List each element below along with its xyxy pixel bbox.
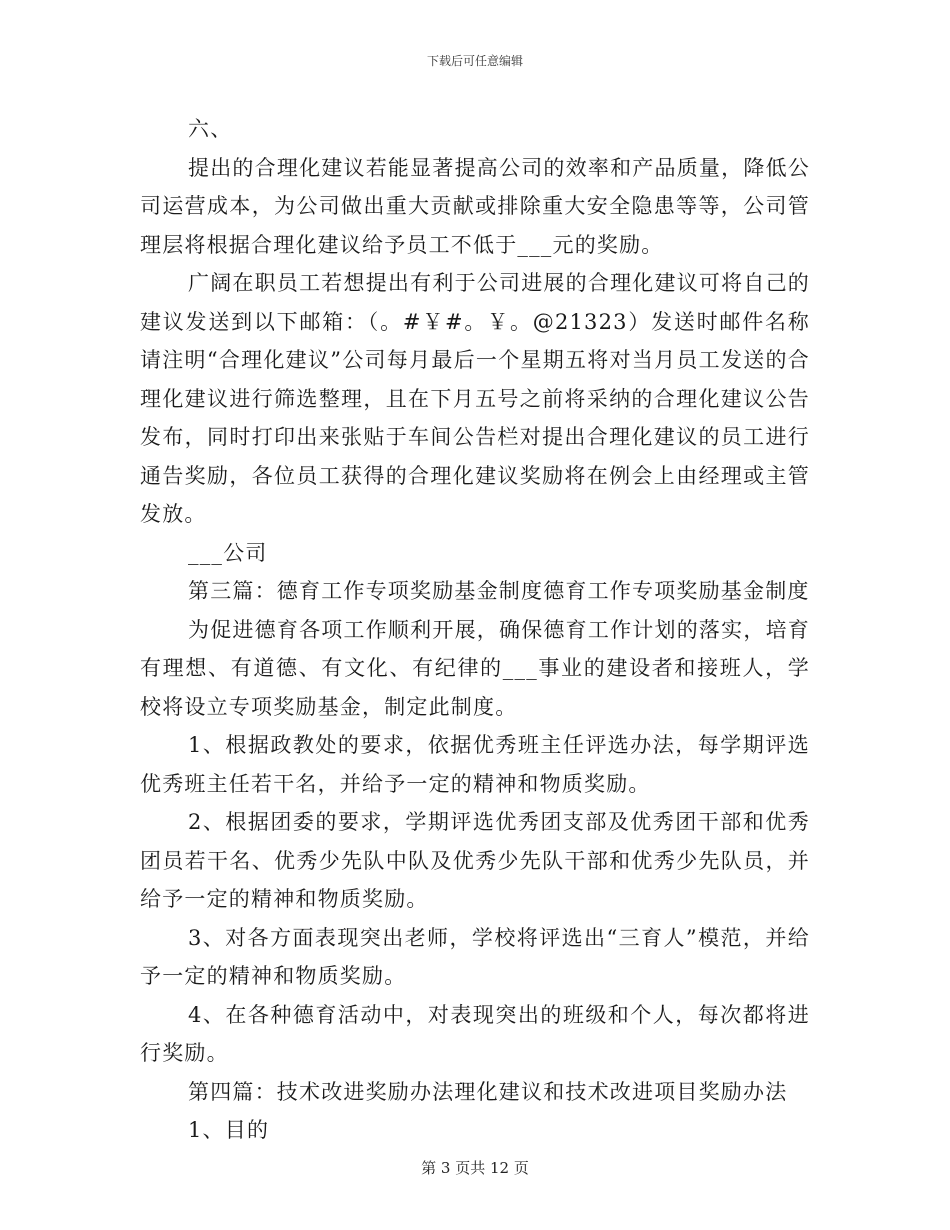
chapter-three-title: 第三篇：德育工作专项奖励基金制度德育工作专项奖励基金制度	[188, 579, 810, 603]
section-number: 六、	[188, 117, 233, 141]
list-item-4: 4、在各种德育活动中，对表现突出的班级和个人，每次都将进行奖励。	[140, 1002, 810, 1065]
document-body	[140, 110, 810, 1150]
list-item-1: 1、根据政教处的要求，依据优秀班主任评选办法，每学期评选优秀班主任若干名，并给予一定的精神和物质奖励。	[140, 733, 810, 796]
paragraph-moral-education-intro: 为促进德育各项工作顺利开展，确保德育工作计划的落实，培育有理想、有道德、有文化、有纪律的___事业的建设者和接班人，学校将设立专项奖励基金，制定此制度。	[140, 617, 810, 719]
chapter-four-title: 第四篇：技术改进奖励办法理化建议和技术改进项目奖励办法	[188, 1079, 788, 1104]
list-item-2: 2、根据团委的要求，学期评选优秀团支部及优秀团干部和优秀团员若干名、优秀少先队中队及优秀少先队干部和优秀少先队员，并给予一定的精神和物质奖励。	[140, 810, 810, 911]
paragraph-reward-rule: 提出的合理化建议若能显著提高公司的效率和产品质量，降低公司运营成本，为公司做出重大贡献或排除重大安全隐患等等，公司管理层将根据合理化建议给予员工不低于___元的奖励。	[140, 155, 810, 257]
section-purpose-heading: 1、目的	[188, 1118, 270, 1142]
page-footer: 第 3 页共 12 页	[421, 1159, 529, 1177]
paragraph-email-submission: 广阔在职员工若想提出有利于公司进展的合理化建议可将自己的建议发送到以下邮箱：（。#￥#。￥。@21323）发送时邮件名称请注明“合理化建议”公司每月最后一个星期五将对当月员工发送的合理化建议进行筛选整理，且在下月五号之前将采纳的合理化建议公告发布，同时打印出来张贴于车间公告栏对提出合理化建议的员工进行通告奖励，各位员工获得的合理化建议奖励将在例会上由经理或主管发放。	[140, 271, 810, 526]
list-item-3: 3、对各方面表现突出老师，学校将评选出“三育人”模范，并给予一定的精神和物质奖励。	[140, 925, 810, 988]
company-signature: ___公司	[188, 540, 268, 565]
page-header: 下载后可任意编辑	[426, 54, 523, 68]
